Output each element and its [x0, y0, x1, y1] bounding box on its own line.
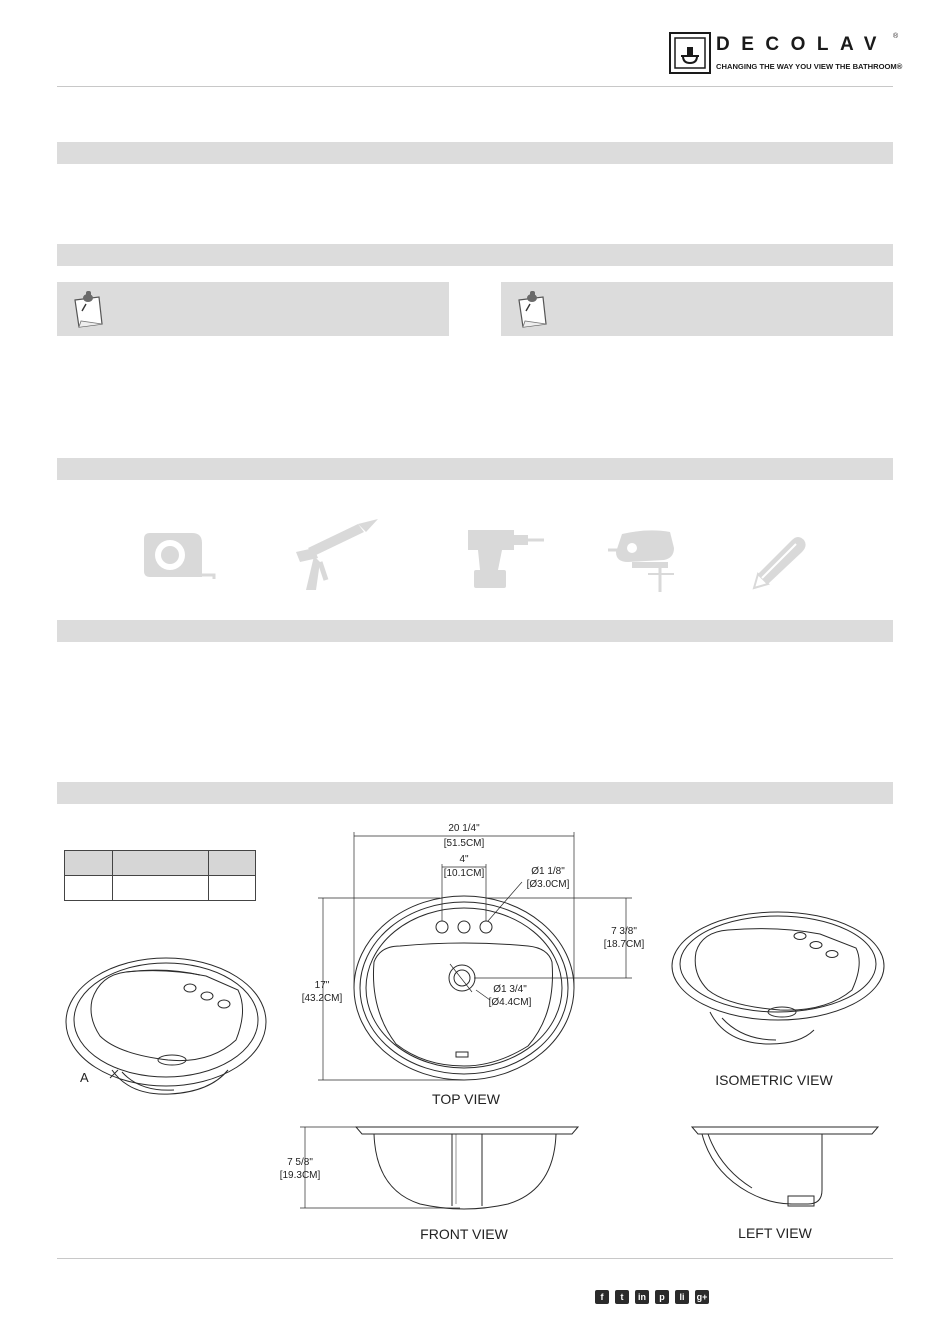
dim-overall-depth: 17": [314, 980, 330, 991]
dim-hole-to-drain-cm: [18.7CM]: [603, 939, 645, 950]
front-view-label: FRONT VIEW: [420, 1226, 508, 1242]
dim-hole-spacing-cm: [10.1CM]: [443, 868, 485, 879]
left-view-label: LEFT VIEW: [738, 1225, 812, 1241]
top-view-label: TOP VIEW: [432, 1091, 500, 1107]
linkedin-icon[interactable]: li: [675, 1290, 689, 1304]
dim-height-cm: [19.3CM]: [279, 1170, 321, 1181]
pinterest-icon[interactable]: p: [655, 1290, 669, 1304]
left-view-drawing: [692, 1127, 878, 1206]
dim-hole-spacing: 4": [459, 854, 469, 865]
dim-overall-depth-cm: [43.2CM]: [301, 993, 343, 1004]
google-plus-icon[interactable]: g+: [696, 1292, 708, 1302]
brand-tagline: CHANGING THE WAY YOU VIEW THE BATHROOM®: [716, 62, 903, 71]
social-links: [595, 1290, 709, 1304]
twitter-icon[interactable]: t: [615, 1290, 629, 1304]
dim-drain: Ø1 3/4": [493, 984, 527, 995]
dim-overall-width: 20 1/4": [448, 823, 480, 834]
footer-divider: [57, 1258, 893, 1259]
exploded-sink-illustration: [66, 958, 266, 1094]
brand-name: DECOLAV: [716, 34, 888, 55]
dim-height: 7 5/8": [287, 1157, 313, 1168]
isometric-view-label: ISOMETRIC VIEW: [715, 1072, 833, 1088]
isometric-view-drawing: [672, 912, 884, 1044]
instagram-icon[interactable]: in: [635, 1290, 649, 1304]
dim-faucet-hole: Ø1 1/8": [531, 866, 565, 877]
front-view-drawing: [300, 1127, 578, 1209]
dim-drain-cm: [Ø4.4CM]: [488, 997, 532, 1008]
dim-overall-width-cm: [51.5CM]: [443, 838, 485, 849]
facebook-icon[interactable]: f: [595, 1290, 609, 1304]
dim-faucet-hole-cm: [Ø3.0CM]: [526, 879, 570, 890]
dim-hole-to-drain: 7 3/8": [611, 926, 637, 937]
brand-registered: ®: [893, 33, 899, 40]
part-label-a: A: [80, 1070, 89, 1085]
